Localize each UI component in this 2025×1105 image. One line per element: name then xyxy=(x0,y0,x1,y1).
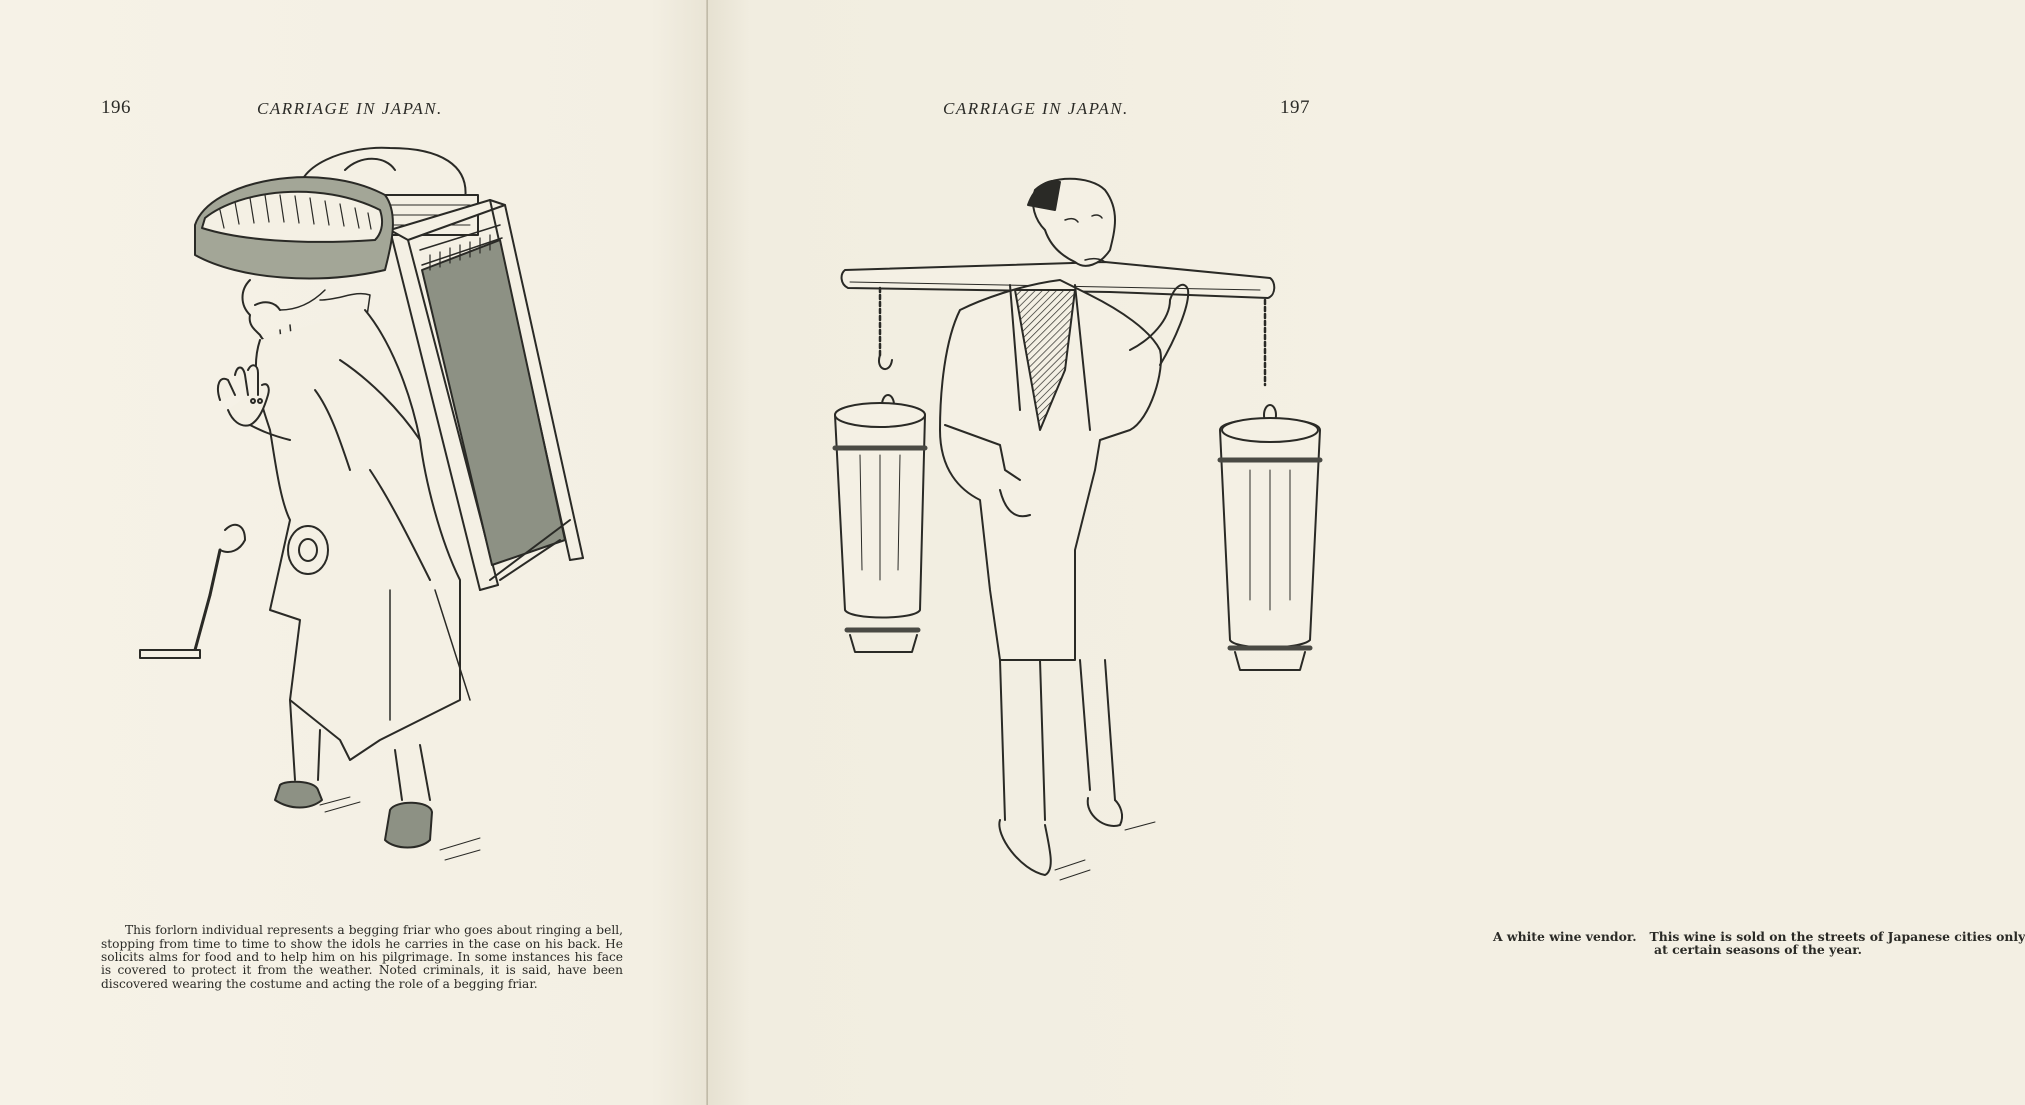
begging-friar-drawing xyxy=(140,140,590,910)
begging-friar-illustration xyxy=(140,140,590,910)
wine-vendor-caption xyxy=(1493,930,2023,957)
page-number-right: 197 xyxy=(1280,97,1310,118)
wine-vendor-illustration xyxy=(830,170,1300,920)
running-head-right: CARRIAGE IN JAPAN. xyxy=(943,99,1129,118)
page-number-left: 196 xyxy=(101,97,131,118)
right-page xyxy=(708,0,2025,1105)
wine-vendor-caption-line1: A white wine vendor. This wine is sold on the streets of Japanese cities only xyxy=(1493,929,2025,944)
friar-caption: This forlorn individual represents a begging friar who goes about ringing a bell, stopping from time to time to show the idols he carries in the case on his back. He solicits alms for food and to help him on his pilgrimage. In some instances his face is covered to protect it from the weather. Noted criminals, it is said, have been discovered wearing the costume and acting the role of a begging friar. xyxy=(101,923,623,991)
running-head-left: CARRIAGE IN JAPAN. xyxy=(257,99,443,118)
wine-vendor-drawing xyxy=(830,170,1300,920)
left-page xyxy=(0,0,708,1105)
wine-vendor-caption-line2: at certain seasons of the year. xyxy=(1654,942,1862,958)
